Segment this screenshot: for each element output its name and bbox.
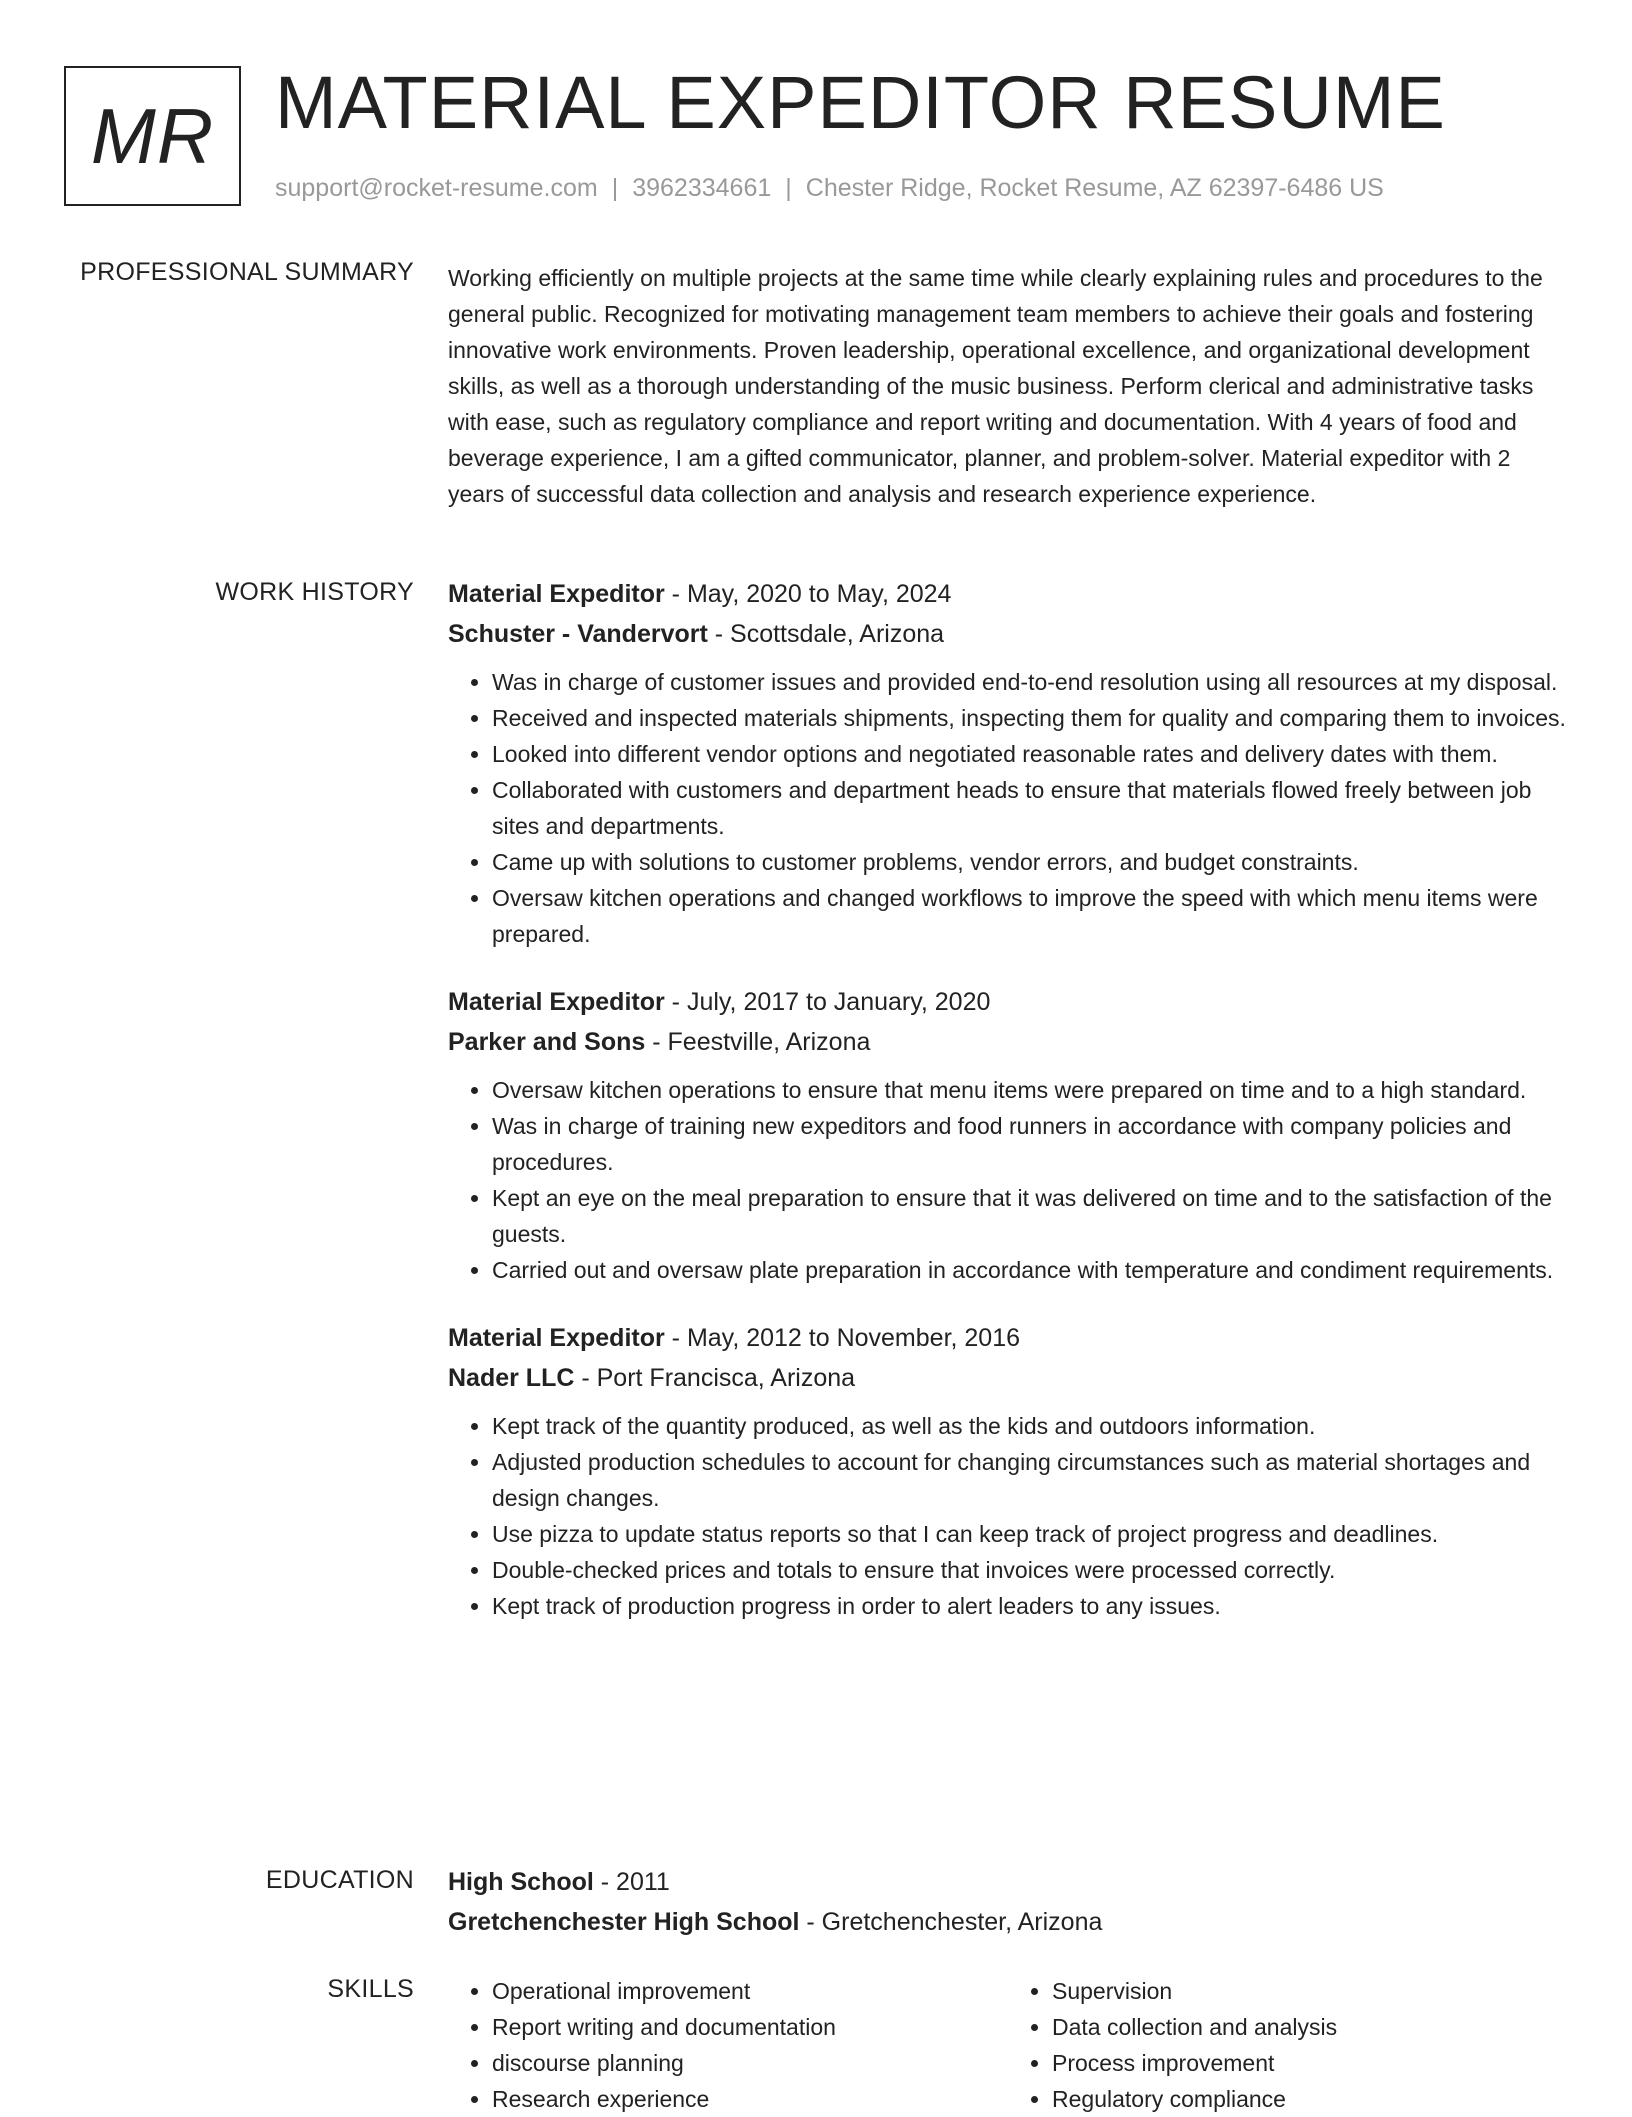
education-location: - Gretchenchester, Arizona [799,1908,1103,1936]
contact-line [275,174,1384,203]
education-body [448,1862,1568,1942]
job-dates: - May, 2012 to November, 2016 [664,1324,1021,1352]
job-company: Nader LLC [448,1364,575,1392]
job-company: Schuster - Vandervort [448,620,708,648]
skill-item: • Process improvement [1052,2045,1568,2081]
summary-heading: PROFESSIONAL SUMMARY [80,258,414,286]
skill-item: • Regulatory compliance [1052,2081,1568,2117]
skill-item: • Research experience [492,2081,1008,2117]
skills-grid [448,1973,1568,2117]
summary-text: Working efficiently on multiple projects at the same time while clearly explaining rules and procedures to the general public. Recognized for motivating management team members to achieve their goals and fostering innovative work environments. Proven leadership, operational excellence, and organizational development skills, as well as a thorough understanding of the music business. Perform clerical and administrative tasks with ease, such as regulatory compliance and report writing and documentation. With 4 years of food and beverage experience, I am a gifted communicator, planner, and problem-solver. Material expeditor with 2 years of successful data collection and analysis and research experience experience. [448,265,1543,507]
contact-separator: | [785,174,792,202]
resume-title: MATERIAL EXPEDITOR RESUME [275,61,1446,144]
education-degree-line [448,1862,1568,1902]
job-bullet: • Kept track of production progress in order to alert leaders to any issues. [492,1588,1568,1624]
job-company-line [448,614,1568,654]
job-title-line [448,982,1568,1022]
job-bullets [448,664,1568,952]
job-bullet: • Kept an eye on the meal preparation to ensure that it was delivered on time and to the satisfaction of the guests. [492,1180,1568,1252]
job-company: Parker and Sons [448,1028,646,1056]
job-dates: - July, 2017 to January, 2020 [664,988,991,1016]
job-company-line [448,1022,1568,1062]
skill-item: • Supervision [1052,1973,1568,2009]
job-dates: - May, 2020 to May, 2024 [664,580,952,608]
skills-column-right [1008,1973,1568,2117]
skills-body [448,1973,1568,2117]
summary-body [448,260,1568,512]
job-bullet: • Received and inspected materials shipments, inspecting them for quality and comparing them to invoices. [492,700,1568,736]
job-bullet: • Oversaw kitchen operations to ensure that menu items were prepared on time and to a high standard. [492,1072,1568,1108]
job-bullet: • Looked into different vendor options and negotiated reasonable rates and delivery dates with them. [492,736,1568,772]
contact-address: Chester Ridge, Rocket Resume, AZ 62397-6486 US [805,174,1384,202]
skill-item: • Operational improvement [492,1973,1008,2009]
job-entry [448,1318,1568,1624]
job-location: - Feestville, Arizona [645,1028,871,1056]
skill-item: • Report writing and documentation [492,2009,1008,2045]
work-history-body [448,574,1568,1654]
job-bullet: • Double-checked prices and totals to ensure that invoices were processed correctly. [492,1552,1568,1588]
monogram-initials: MR [64,66,241,206]
work-history-heading: WORK HISTORY [215,578,414,606]
skill-item: • Data collection and analysis [1052,2009,1568,2045]
job-bullet: • Collaborated with customers and department heads to ensure that materials flowed freely between job sites and departments. [492,772,1568,844]
education-heading: EDUCATION [265,1866,414,1894]
contact-phone: 3962334661 [632,174,772,202]
job-bullets [448,1072,1568,1288]
job-bullet: • Oversaw kitchen operations and changed workflows to improve the speed with which menu items were prepared. [492,880,1568,952]
job-bullet: • Use pizza to update status reports so that I can keep track of project progress and deadlines. [492,1516,1568,1552]
contact-separator: | [611,174,619,202]
education-degree: High School [448,1868,594,1896]
job-company-line [448,1358,1568,1398]
job-bullet: • Adjusted production schedules to account for changing circumstances such as material shortages and design changes. [492,1444,1568,1516]
job-title-line [448,1318,1568,1358]
job-title: Material Expeditor [448,580,665,608]
job-location: - Port Francisca, Arizona [574,1364,856,1392]
skill-item: • discourse planning [492,2045,1008,2081]
contact-email: support@rocket-resume.com [275,174,598,202]
job-title: Material Expeditor [448,988,665,1016]
job-bullet: • Carried out and oversaw plate preparation in accordance with temperature and condiment requirements. [492,1252,1568,1288]
education-school: Gretchenchester High School [448,1908,800,1936]
skills-column-left [448,1973,1008,2117]
job-bullet: • Kept track of the quantity produced, as well as the kids and outdoors information. [492,1408,1568,1444]
job-entry [448,982,1568,1288]
job-title: Material Expeditor [448,1324,665,1352]
education-year: - 2011 [593,1868,670,1896]
job-bullet: • Was in charge of customer issues and provided end-to-end resolution using all resources at my disposal. [492,664,1568,700]
job-bullet: • Came up with solutions to customer problems, vendor errors, and budget constraints. [492,844,1568,880]
job-location: - Scottsdale, Arizona [707,620,945,648]
job-bullets [448,1408,1568,1624]
job-title-line [448,574,1568,614]
job-bullet: • Was in charge of training new expeditors and food runners in accordance with company policies and procedures. [492,1108,1568,1180]
job-entry [448,574,1568,952]
skills-heading: SKILLS [327,1975,414,2003]
education-school-line [448,1902,1568,1942]
